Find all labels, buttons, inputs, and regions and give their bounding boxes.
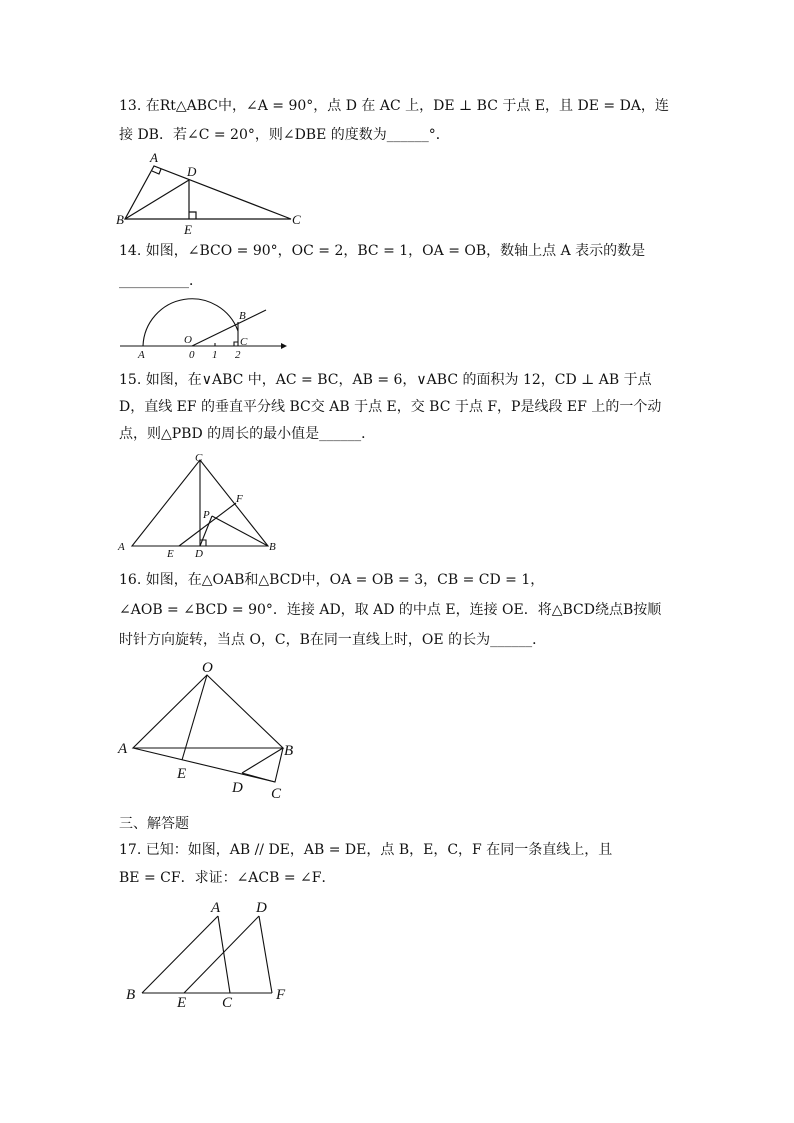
q14-tick-label-0: 0 (189, 349, 195, 361)
q16-label-d: D (232, 780, 243, 796)
q13-label-b: B (116, 212, 124, 227)
q13-right-angle-a (152, 169, 161, 174)
q16-label-c: C (271, 786, 282, 802)
q16-figure (114, 655, 314, 805)
q14-label-a: A (138, 349, 145, 361)
q13-text-line1: 13. 在Rt△ABC中，∠A = 90°，点 D 在 AC 上，DE ⊥ BC 于点 E，且 DE = DA，连 (119, 98, 669, 114)
q16-text-line3: 时针方向旋转，当点 O，C，B在同一直线上时，OE 的长为______． (119, 632, 547, 648)
q13-label-a: A (150, 150, 158, 165)
q14-axis-arrow (281, 343, 287, 349)
q16-triangle-oab (133, 675, 283, 748)
q15-label-f: F (236, 493, 243, 505)
q16-label-e: E (177, 766, 187, 782)
q17-label-c: C (222, 995, 233, 1011)
q17-label-d: D (256, 900, 267, 916)
q15-label-b: B (269, 541, 276, 553)
q17-label-f: F (276, 987, 286, 1003)
q13-label-e: E (184, 222, 192, 235)
q13-label-d: D (187, 164, 197, 179)
q15-text-line2: D，直线 EF 的垂直平分线 BC交 AB 于点 E，交 BC 于点 F，P是线段 EF 上的一个动 (119, 399, 662, 415)
q16-segment-ad (133, 748, 275, 782)
q13-triangle (125, 166, 291, 219)
q15-label-d: D (195, 548, 203, 558)
q15-segment-pb (212, 516, 268, 546)
q17-label-a: A (211, 900, 221, 916)
q14-tick-label-1: 1 (212, 349, 218, 361)
q15-figure (114, 448, 289, 558)
q16-text-line2: ∠AOB = ∠BCD = 90°．连接 AD，取 AD 的中点 E，连接 OE．将△BCD绕点B按顺 (119, 602, 662, 618)
q16-text-line1: 16. 如图，在△OAB和△BCD中，OA = OB = 3，CB = CD = 1， (119, 572, 545, 588)
q16-label-a: A (118, 741, 128, 757)
q15-text-line1: 15. 如图，在∨ABC 中，AC = BC，AB = 6，∨ABC 的面积为 12，CD ⊥ AB 于点 (119, 372, 652, 388)
q17-label-e: E (177, 995, 187, 1011)
q13-label-c: C (292, 212, 301, 227)
q17-label-b: B (126, 987, 136, 1003)
q14-text-line2: __________． (119, 273, 203, 289)
q15-label-c: C (195, 452, 203, 464)
q17-figure (114, 895, 304, 1015)
section-heading-answers: 三、解答题 (119, 816, 189, 832)
q17-segment-df (259, 916, 272, 993)
q13-right-angle-e (189, 212, 196, 219)
q14-label-o: O (184, 334, 192, 346)
q14-tick-label-2: 2 (235, 349, 241, 361)
q14-figure (116, 298, 296, 363)
q13-segment-bd (125, 180, 189, 219)
q14-right-angle-c (234, 342, 238, 346)
q13-figure (116, 150, 316, 235)
q17-segment-ac (218, 916, 230, 993)
q14-label-b: B (239, 310, 246, 322)
q17-text-line2: BE = CF．求证：∠ACB = ∠F． (119, 870, 336, 886)
q16-segment-bc-cd (242, 748, 283, 782)
q14-text-line1: 14. 如图，∠BCO = 90°，OC = 2，BC = 1，OA = OB，数轴上点 A 表示的数是 (119, 243, 646, 259)
q17-segment-de (184, 916, 259, 993)
q16-segment-bd (242, 748, 283, 773)
q15-label-e: E (167, 548, 174, 558)
q16-label-b: B (284, 743, 294, 759)
q15-label-a: A (118, 541, 125, 553)
q17-text-line1: 17. 已知：如图，AB // DE，AB = DE，点 B，E，C，F 在同一条直线上，且 (119, 842, 613, 858)
q15-label-p: P (203, 509, 210, 521)
q15-text-line3: 点，则△PBD 的周长的最小值是______． (119, 426, 376, 442)
q13-text-line2: 接 DB．若∠C = 20°，则∠DBE 的度数为______°． (119, 127, 450, 143)
q16-label-o: O (202, 660, 213, 676)
q14-label-c: C (240, 336, 248, 348)
q17-segment-ab (142, 916, 218, 993)
